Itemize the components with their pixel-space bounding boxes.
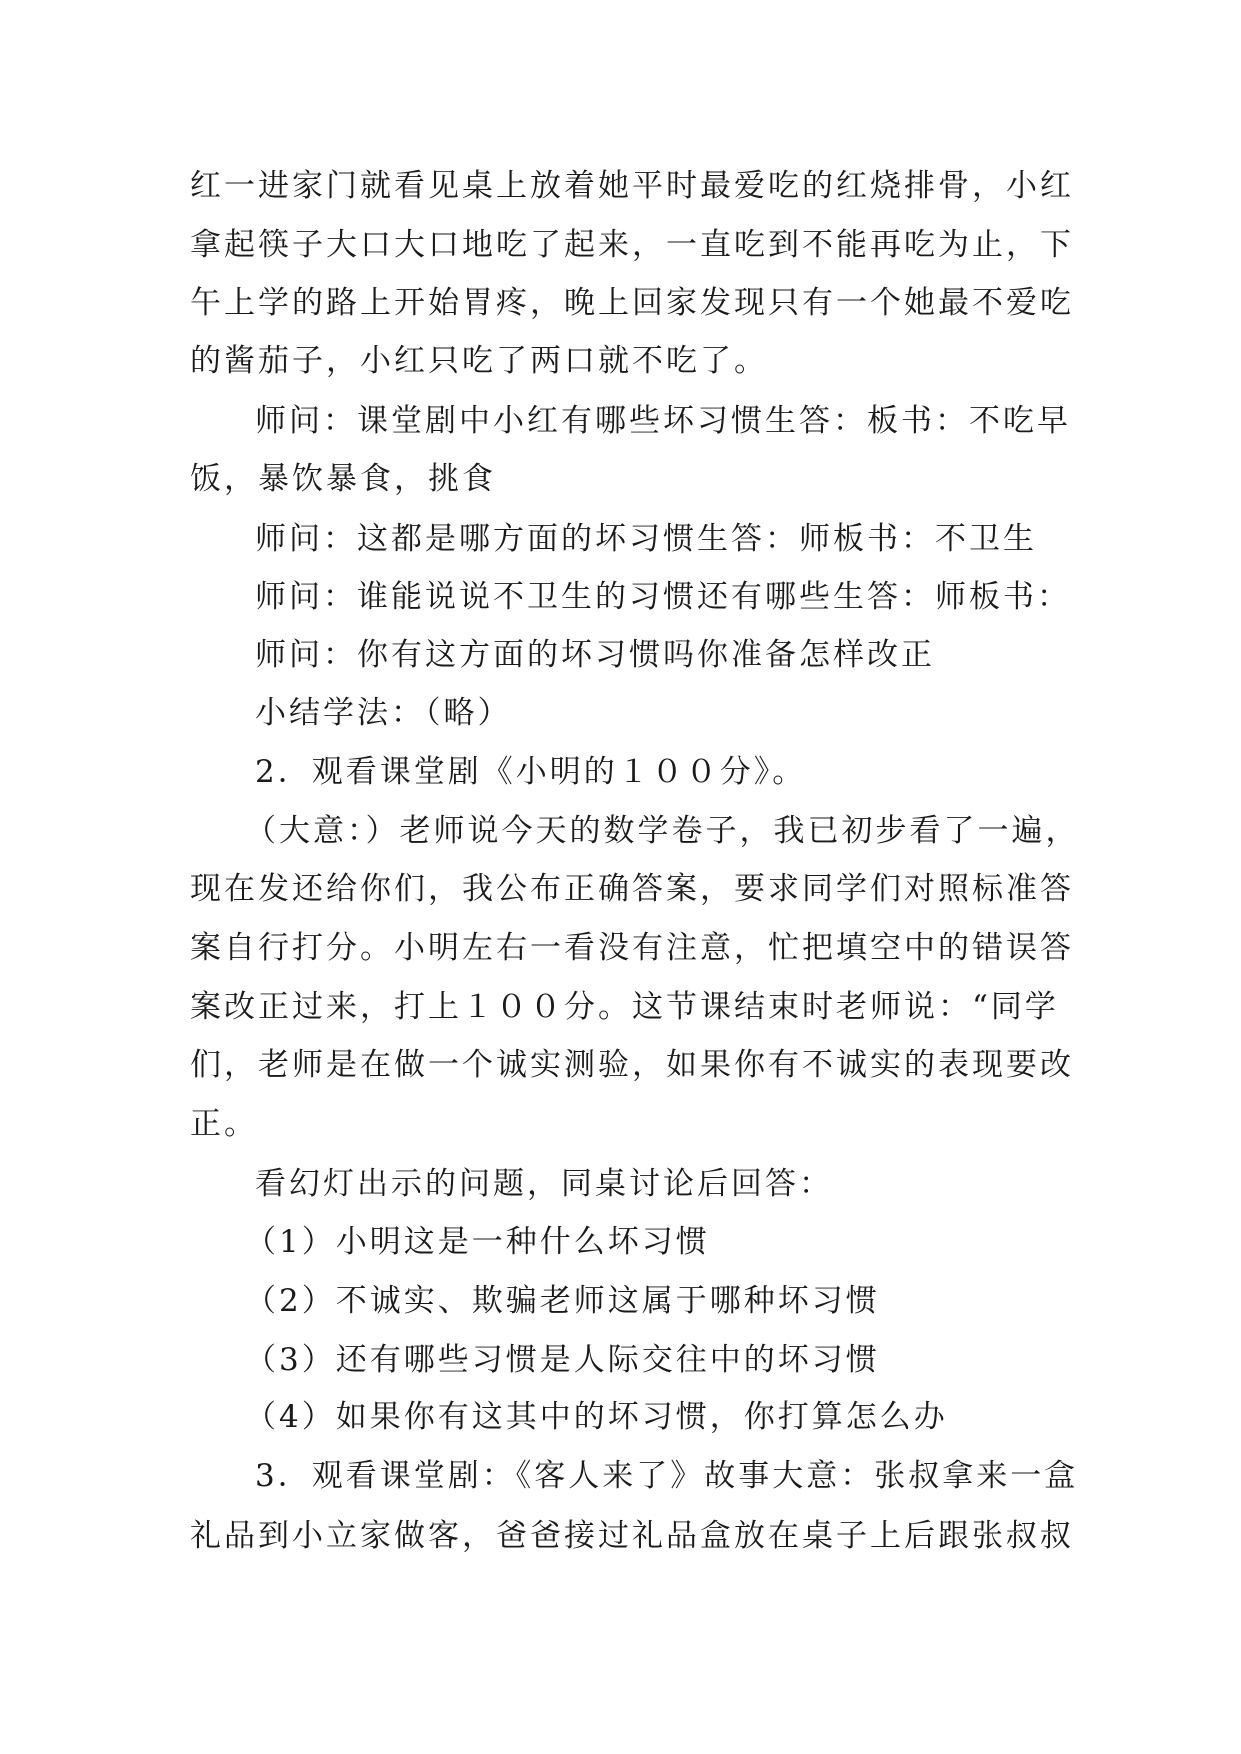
list-item: （1）小明这是一种什么坏习惯 [245,1224,710,1260]
text-line: 礼品到小立家做客，爸爸接过礼品盒放在桌子上后跟张叔叔 [190,1518,1074,1554]
text-line: 师问：课堂剧中小红有哪些坏习惯生答：板书：不吃早 [255,403,1071,439]
text-line: 的酱茄子，小红只吃了两口就不吃了。 [190,343,768,379]
list-item: （2）不诚实、欺骗老师这属于哪种坏习惯 [245,1283,880,1319]
text-line: 看幻灯出示的问题，同桌讨论后回答： [255,1166,833,1202]
text-line: 们，老师是在做一个诚实测验，如果你有不诚实的表现要改 [190,1047,1074,1083]
text-line: （大意：）老师说今天的数学卷子，我已初步看了一遍， [245,813,1080,849]
text-line: 师问：这都是哪方面的坏习惯生答：师板书：不卫生 [255,521,1037,557]
text-line: 案自行打分。小明左右一看没有注意，忙把填空中的错误答 [190,930,1074,966]
text-line: 师问：谁能说说不卫生的习惯还有哪些生答：师板书： [255,579,1071,615]
list-item: （4）如果你有这其中的坏习惯，你打算怎么办 [245,1399,948,1435]
section-heading: 2．观看课堂剧《小明的１００分》。 [255,754,807,790]
text-line: 午上学的路上开始胃疼，晚上回家发现只有一个她最不爱吃 [190,285,1074,321]
text-line: 师问：你有这方面的坏习惯吗你准备怎样改正 [255,637,935,673]
list-item: （3）还有哪些习惯是人际交往中的坏习惯 [245,1342,880,1378]
text-line: 现在发还给你们，我公布正确答案，要求同学们对照标准答 [190,871,1074,907]
text-line: 小结学法：（略） [255,695,512,731]
text-line: 饭，暴饮暴食，挑食 [190,461,496,497]
text-line: 红一进家门就看见桌上放着她平时最爱吃的红烧排骨，小红 [190,168,1074,204]
text-line: 拿起筷子大口大口地吃了起来，一直吃到不能再吃为止，下 [190,227,1074,263]
text-line: 正。 [190,1106,258,1142]
section-heading: 3．观看课堂剧：《客人来了》故事大意：张叔拿来一盒 [255,1458,1079,1494]
text-line: 案改正过来，打上１００分。这节课结束时老师说：“同学 [190,989,1059,1025]
